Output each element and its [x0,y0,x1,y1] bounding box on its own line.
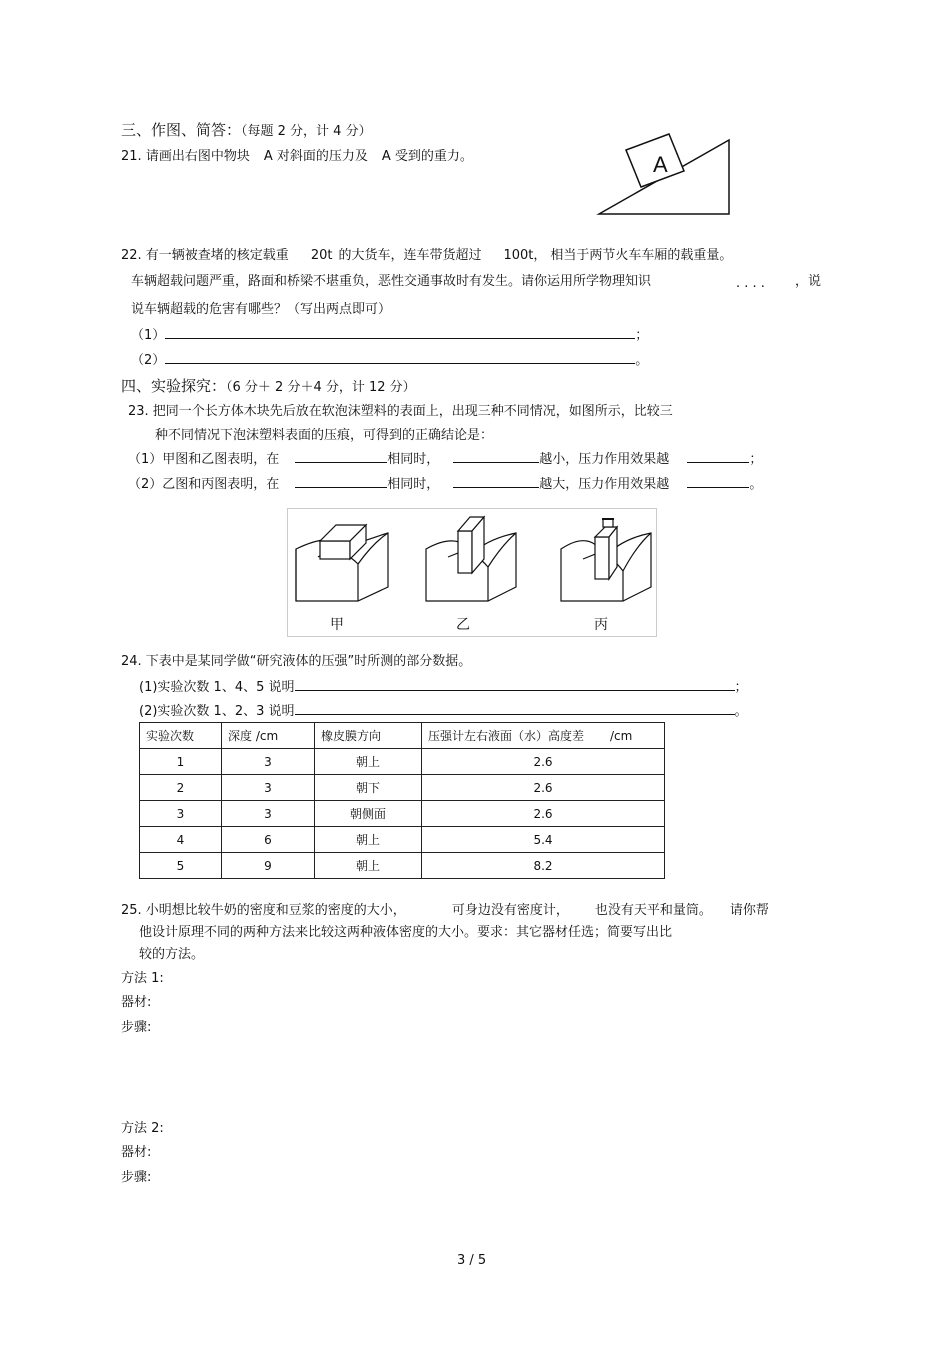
cell: 朝上 [315,749,422,775]
incline-figure [596,127,736,219]
weight-icon [603,519,613,527]
q24-p1-blank[interactable] [295,678,735,691]
cell: 9 [222,853,315,879]
q25-l1b: 可身边没有密度计， [451,903,569,918]
method1-equipment[interactable]: 器材: [121,995,152,1010]
q23-c2c: 越大，压力作用效果越 [539,477,670,492]
table-row [140,801,665,827]
q22-ans2-end: 。 [635,353,649,368]
q21-number: 21. [121,149,146,164]
q21-text [121,145,473,164]
q23-c2-blank3[interactable] [687,475,749,488]
q22-line2 [131,270,651,289]
q23-c1a: （1）甲图和乙图表明，在 [128,452,280,467]
method1-steps[interactable]: 步骤: [121,1020,152,1035]
cell: 3 [222,801,315,827]
method1-title: 方法 1: [121,971,164,986]
q24-p1-end: ； [734,680,748,695]
q24-part2 [139,700,748,719]
cell: 1 [140,749,222,775]
table-row [140,775,665,801]
q23-c1-blank1[interactable] [295,450,387,463]
cell: 2.6 [422,749,665,775]
q23-line2: 种不同情况下泡沫塑料表面的压痕，可得到的正确结论是： [155,428,494,443]
method2-title: 方法 2: [121,1121,164,1136]
section3-score: （每题 2 分，计 4 分） [241,124,372,139]
q24-p2-end: 。 [734,704,748,719]
q23-c1b: 相同时， [387,452,440,467]
fig-label-jia: 甲 [330,617,344,633]
header-unit: /cm [610,729,633,743]
q23-line1: 23. 把同一个长方体木块先后放在软泡沫塑料的表面上，出现三种不同情况，如图所示，比较三 [128,404,673,419]
cell: 5.4 [422,827,665,853]
q22-l2a: 车辆超载问题严重，路面和桥梁不堪重负，恶性交通事故时有发生。请你运用所学物理知识 [131,274,652,289]
method2-equipment[interactable]: 器材: [121,1145,152,1160]
page-number: 3 / 5 [457,1253,487,1268]
q23-c2-end: 。 [749,477,763,492]
cell: 朝下 [315,775,422,801]
q22-l2b: ，说 [795,274,822,289]
header-height-diff [422,723,665,749]
q23-c1-end: ； [749,452,763,467]
q22-answer1-blank[interactable] [165,325,635,339]
fig-label-yi: 乙 [456,617,470,633]
q23-conclusion2 [128,473,762,492]
method2-steps[interactable]: 步骤: [121,1170,152,1185]
q22-l1e: 相当于两节火车车厢的载重量。 [550,248,733,263]
foam-figure-panel [287,508,657,637]
q21-text-b: A 对斜面的压力及 [263,149,368,164]
cell: 2.6 [422,775,665,801]
foam-bing [561,519,651,601]
q22-l1a: 22. 有一辆被查堵的核定载重 [121,248,289,263]
cell: 朝上 [315,853,422,879]
q22-answer2-blank[interactable] [165,350,635,364]
table-header-row [140,723,665,749]
q22-ans2-label: （2） [131,353,166,368]
q23-c1-blank3[interactable] [687,450,749,463]
q23-conclusion1 [128,448,762,467]
foam-figures [288,509,656,636]
q22-l1d: 100t， [503,248,547,263]
header-trial: 实验次数 [140,723,222,749]
cell: 2 [140,775,222,801]
q21-text-a: 请画出右图中物块 [145,149,250,164]
q22-answer2 [131,349,648,368]
cell: 8.2 [422,853,665,879]
cell: 6 [222,827,315,853]
cell: 3 [222,775,315,801]
section4-title [121,375,416,396]
cell: 2.6 [422,801,665,827]
q24-p2-label: (2)实验次数 1、2、3 说明 [139,704,295,719]
q24-p2-blank[interactable] [295,702,735,715]
q22-ans1-end: ； [635,328,649,343]
q22-line1 [121,244,732,263]
foam-jia [296,525,388,601]
q22-answer1 [131,324,648,343]
q25-line3: 较的方法。 [139,947,205,962]
q25-line1 [121,899,769,918]
q22-l1c: 的大货车，连车带货超过 [338,248,482,263]
table-row [140,853,665,879]
q23-c2b: 相同时， [387,477,440,492]
fig-label-bing: 丙 [594,617,608,633]
cell: 3 [140,801,222,827]
header-height-diff-text: 压强计左右液面（水）高度差 [428,729,585,743]
q24-part1 [139,676,748,695]
section4-heading: 四、实验探究： [121,377,227,395]
header-depth: 深度 /cm [222,723,315,749]
q22-emphasis-dots: . . . . [736,276,765,291]
header-membrane: 橡皮膜方向 [315,723,422,749]
table-row [140,749,665,775]
foam-yi [426,517,516,601]
cell: 3 [222,749,315,775]
q25-l1c: 也没有天平和量筒。 [594,903,712,918]
q25-l1d: 请你帮 [729,903,769,918]
q25-line2: 他设计原理不同的两种方法来比较这两种液体密度的大小。要求：其它器材任选；简要写出比 [139,925,673,940]
cell: 朝侧面 [315,801,422,827]
q23-c2a: （2）乙图和丙图表明，在 [128,477,280,492]
q22-ans1-label: （1） [131,328,166,343]
section3-title [121,119,372,140]
q23-c1-blank2[interactable] [453,450,539,463]
q22-l1b: 20t [310,248,333,263]
q23-c1c: 越小，压力作用效果越 [539,452,670,467]
section4-score: （6 分＋ 2 分＋4 分，计 12 分） [226,380,416,395]
q23-c2-blank1[interactable] [295,475,387,488]
q21-text-c: A 受到的重力。 [381,149,473,164]
table-row [140,827,665,853]
q23-c2-blank2[interactable] [453,475,539,488]
q22-line3: 说车辆超载的危害有哪些？（写出两点即可） [131,302,392,317]
q24-intro: 24. 下表中是某同学做“研究液体的压强”时所测的部分数据。 [121,654,472,669]
cell: 4 [140,827,222,853]
q24-p1-label: (1)实验次数 1、4、5 说明 [139,680,295,695]
cell: 5 [140,853,222,879]
block-a-label: A [653,152,668,177]
q25-l1a: 25. 小明想比较牛奶的密度和豆浆的密度的大小， [121,903,406,918]
cell: 朝上 [315,827,422,853]
pressure-data-table [139,722,665,879]
section3-heading: 三、作图、简答： [121,121,242,139]
